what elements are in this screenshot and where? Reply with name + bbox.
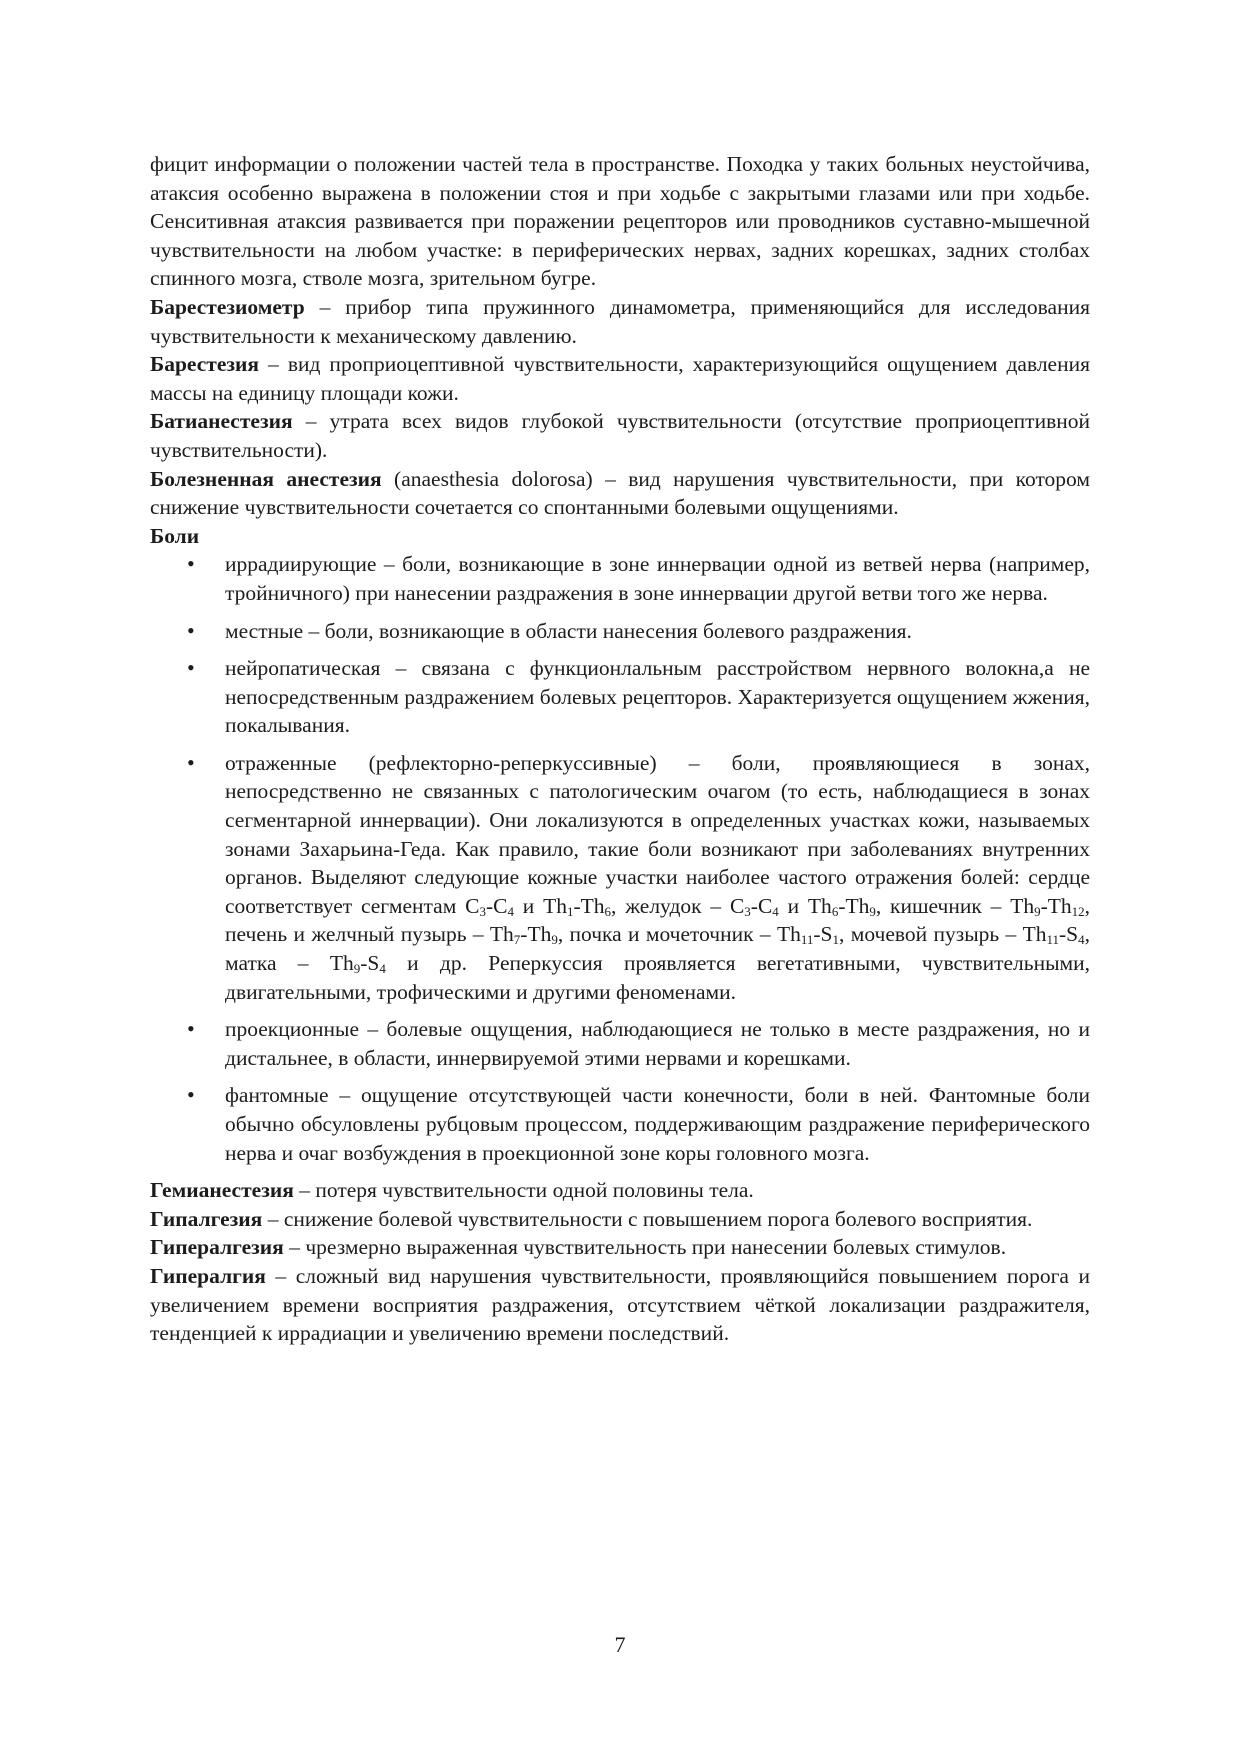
text-run: отраженные (рефлекторно-реперкуссивные) – боли, проявляющиеся в зонах, непосредственно не связанных с патологическим очагом (то есть, наблюдащиеся в зонах сегментарной иннервации). Они локализуются в определенных участках кожи, называемых зонами Захарьина-Геда. Как правило, такие боли возникают при заболеваниях внутренних органов. Выделяют следующие кожные участки наиболее частого отражения болей: сердце соответствует сегментам C	[225, 750, 1090, 918]
definition: – прибор типа пружинного динамометра, применяющийся для исследования чувствительности к механическому давлению.	[150, 294, 1090, 348]
definition: – снижение болевой чувствительности с повышением порога болевого восприятия.	[262, 1206, 1033, 1231]
term: Гипералгезия	[150, 1235, 284, 1260]
term: Болезненная анестезия	[150, 466, 382, 491]
subscript: 9	[353, 961, 361, 977]
subscript: 1	[566, 903, 574, 919]
text-run: , печень и желчный пузырь – Th	[225, 893, 1091, 947]
term: Барестезиометр	[150, 294, 305, 319]
subscript: 4	[772, 903, 779, 919]
entry-baresthesia	[150, 350, 1090, 407]
entry-bathyanesthesia	[150, 407, 1090, 464]
entry-hyperalgesia	[150, 1233, 1090, 1262]
text-run: -Th	[520, 922, 552, 947]
text-run: и др. Реперкуссия проявляется вегетативными, чувствительными, двигательными, трофическими и другими феноменами.	[225, 951, 1091, 1004]
pain-types-list	[150, 550, 1090, 1167]
term: Боли	[150, 523, 200, 548]
text-run: , желудок – C	[611, 893, 745, 918]
text-run: -S	[1059, 922, 1079, 947]
text-run: -Th	[1040, 893, 1072, 918]
subscript: 6	[831, 903, 839, 919]
text-run: , матка – Th	[225, 922, 1090, 976]
text-run: -C	[485, 893, 508, 918]
entry-painful-anesthesia	[150, 465, 1090, 522]
intro-paragraph: фицит информации о положении частей тела в пространстве. Походка у таких больных неустойчива, атаксия особенно выражена в положении стоя и при ходьбе с закрытыми глазами или при ходьбе. Сенситивная атаксия развивается при поражении рецепторов или проводников суставно-мышечной чувствительности на любом участке: в периферических нервах, задних корешках, задних столбах спинного мозга, стволе мозга, зрительном бугре.	[150, 152, 1090, 291]
text-run: и Th	[513, 893, 567, 918]
page-body	[150, 150, 1090, 1348]
list-item: • фантомные – ощущение отсутствующей части конечности, боли в ней. Фантомные боли обычно обсуловлены рубцовым процессом, поддерживающим раздражение периферического нерва и очаг возбуждения в проекционной зоне коры головного мозга.	[225, 1081, 1090, 1167]
subscript: 9	[869, 903, 876, 919]
term: Гемианестезия	[150, 1178, 294, 1203]
page-number: 7	[614, 1632, 626, 1657]
list-item: • местные – боли, возникающие в области нанесения болевого раздражения.	[225, 617, 1090, 646]
text-run: -S	[360, 951, 380, 976]
text-run: , почка и мочеточник – Th	[557, 922, 801, 947]
text-run: -Th	[838, 893, 870, 918]
entry-hypalgesia	[150, 1205, 1090, 1234]
subscript: 4	[1078, 932, 1085, 948]
entry-pains-heading	[150, 522, 1090, 551]
term: Гипералгия	[150, 1263, 266, 1288]
list-item: • иррадиирующие – боли, возникающие в зоне иннервации одной из ветвей нерва (например, тройничного) при нанесении раздражения в зоне иннервации другой ветви того же нерва.	[225, 550, 1090, 607]
subscript: 3	[744, 903, 751, 919]
subscript: 4	[379, 961, 386, 977]
term: Батианестезия	[150, 409, 293, 434]
definition: – утрата всех видов глубокой чувствительности (отсутствие проприоцептивной чувствительности).	[150, 409, 1090, 462]
definition: – вид проприоцептивной чувствительности, характеризующийся ощущением давления массы на единицу площади кожи.	[150, 352, 1090, 405]
subscript: 3	[479, 903, 486, 919]
subscript: 9	[551, 932, 558, 948]
subscript: 12	[1071, 903, 1085, 919]
text-run: -Th	[573, 893, 605, 918]
subscript: 11	[1046, 932, 1059, 948]
definition: (anaesthesia dolorosa) – вид нарушения чувствительности, при котором снижение чувствительности сочетается со спонтанными болевыми ощущениями.	[150, 466, 1091, 520]
subscript: 11	[800, 932, 814, 948]
list-item-referred	[225, 749, 1090, 1006]
definition: – чрезмерно выраженная чувствительность при нанесении болевых стимулов.	[283, 1235, 1007, 1260]
list-item: • проекционные – болевые ощущения, наблюдающиеся не только в месте раздражения, но и дистальнее, в области, иннервируемой этими нервами и корешками.	[225, 1015, 1090, 1072]
entry-hyperalgia	[150, 1262, 1090, 1348]
term: Гипалгезия	[150, 1206, 263, 1231]
text-run: -C	[750, 893, 773, 918]
definition: – сложный вид нарушения чувствительности, проявляющийся повышением порога и увеличением времени восприятия раздражения, отсутствием чёткой локализации раздражителя, тенденцией к иррадиации и увеличению времени последствий.	[150, 1263, 1090, 1346]
entry-baresthesiometer	[150, 293, 1090, 350]
term: Барестезия	[150, 352, 260, 377]
definition: – потеря чувствительности одной половины тела.	[293, 1178, 754, 1203]
subscript: 6	[604, 903, 612, 919]
text-run: и Th	[778, 893, 832, 918]
text-run: , кишечник – Th	[875, 893, 1035, 918]
entry-hemianesthesia	[150, 1176, 1090, 1205]
subscript: 1	[832, 932, 840, 948]
subscript: 7	[513, 932, 521, 948]
text-run: -S	[813, 922, 833, 947]
subscript: 4	[507, 903, 514, 919]
list-item: • нейропатическая – связана с функционлальным расстройством нервного волокна,а не непосредственным раздражением болевых рецепторов. Характеризуется ощущением жжения, покалывания.	[225, 654, 1090, 740]
subscript: 9	[1034, 903, 1041, 919]
text-run: , мочевой пузырь – Th	[839, 922, 1047, 947]
